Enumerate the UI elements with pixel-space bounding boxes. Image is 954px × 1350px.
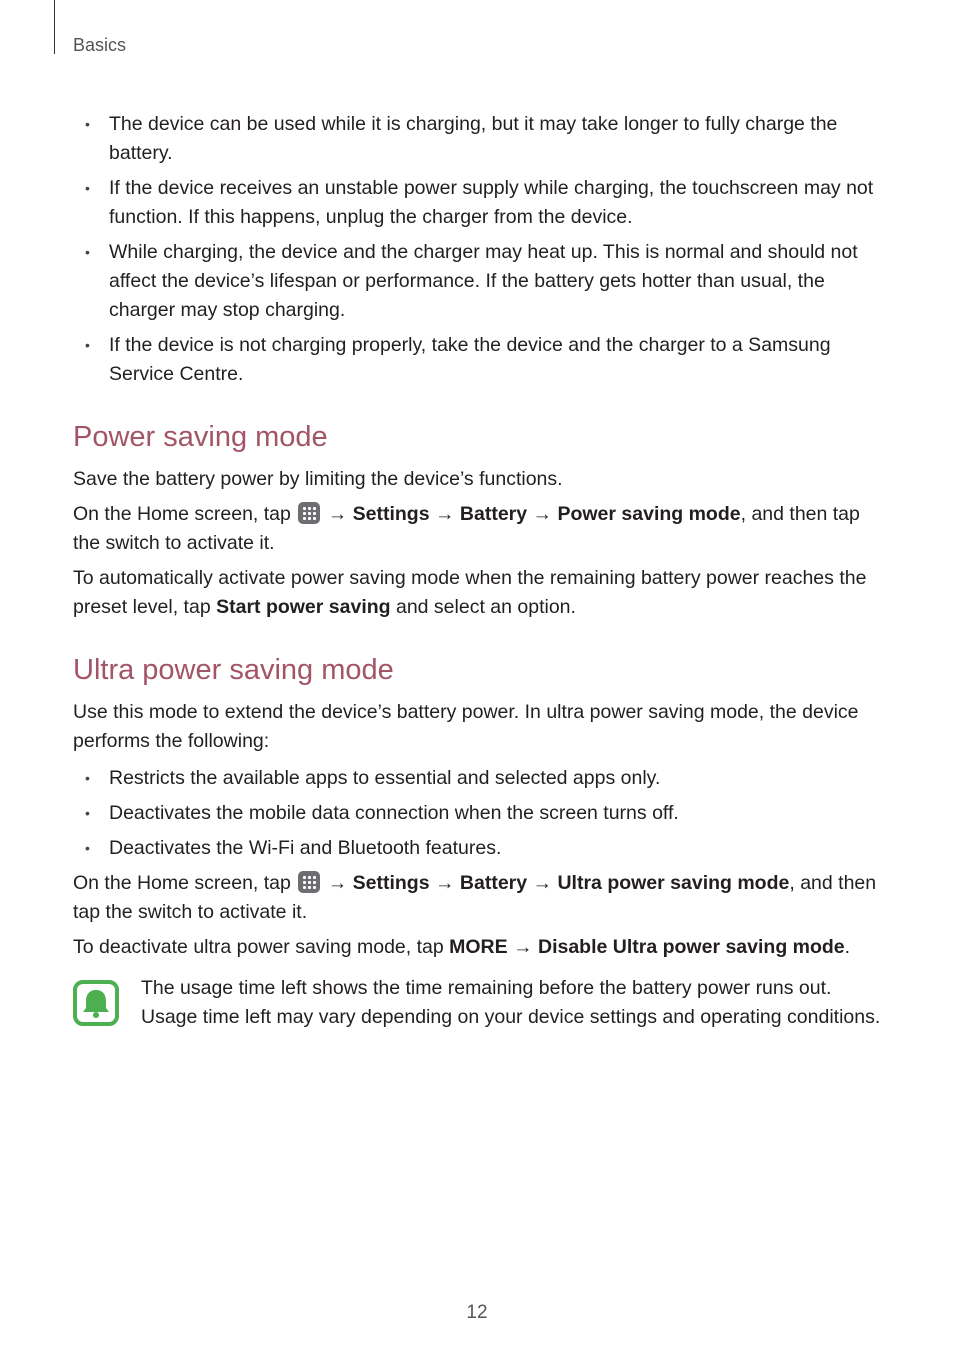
- ultra-power-saving-deactivate: To deactivate ultra power saving mode, tap MORE → Disable Ultra power saving mode.: [73, 936, 851, 958]
- ultra-power-saving-step: On the Home screen, tap → Settings → Battery → Ultra power saving mode, and then tap the switch to activate it.: [73, 872, 877, 923]
- note-text: The usage time left shows the time remaining before the battery power runs out. Usage time left may vary depending on your device settings and operating conditions.: [141, 977, 881, 1028]
- bell-notice-icon: [73, 980, 119, 1026]
- running-head: Basics: [73, 35, 127, 55]
- power-saving-heading: Power saving mode: [73, 421, 328, 453]
- apps-icon: [298, 502, 320, 524]
- list-item: • The device can be used while it is charging, but it may take longer to fully charge the battery.: [73, 110, 883, 168]
- list-item: • While charging, the device and the charger may heat up. This is normal and should not affect the device’s lifespan or performance. If the battery gets hotter than usual, the charger may stop charging.: [73, 238, 883, 325]
- ultra-power-saving-intro: Use this mode to extend the device’s battery power. In ultra power saving mode, the device performs the following:: [73, 701, 859, 752]
- page-number: 12: [466, 1302, 488, 1323]
- list-item: • Deactivates the Wi-Fi and Bluetooth features.: [73, 834, 883, 863]
- page-content: [73, 110, 883, 1032]
- ultra-features-list: [73, 764, 883, 863]
- ultra-power-saving-heading: Ultra power saving mode: [73, 654, 394, 686]
- charging-notes-list: [73, 110, 883, 389]
- power-saving-intro: Save the battery power by limiting the device’s functions.: [73, 468, 563, 490]
- list-item: • Restricts the available apps to essential and selected apps only.: [73, 764, 883, 793]
- note-box: [73, 974, 883, 1032]
- list-item: • Deactivates the mobile data connection when the screen turns off.: [73, 799, 883, 828]
- apps-icon: [298, 871, 320, 893]
- list-item: • If the device is not charging properly, take the device and the charger to a Samsung Service Centre.: [73, 331, 883, 389]
- power-saving-auto: To automatically activate power saving mode when the remaining battery power reaches the preset level, tap Start power saving and select an option.: [73, 567, 867, 618]
- power-saving-step: On the Home screen, tap → Settings → Battery → Power saving mode, and then tap the switch to activate it.: [73, 503, 860, 554]
- corner-rule: [54, 0, 55, 54]
- list-item: • If the device receives an unstable power supply while charging, the touchscreen may not function. If this happens, unplug the charger from the device.: [73, 174, 883, 232]
